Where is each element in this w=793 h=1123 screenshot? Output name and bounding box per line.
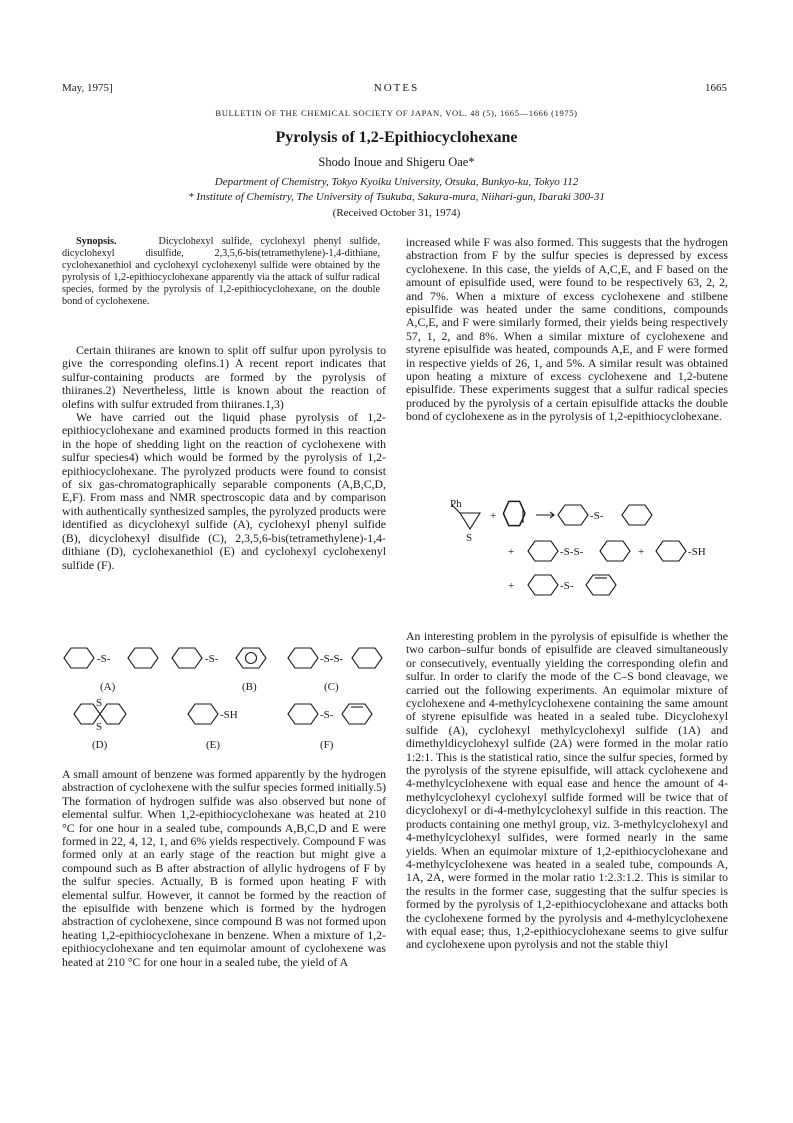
compound-label-a: (A) bbox=[100, 681, 116, 693]
received-date: (Received October 31, 1974) bbox=[332, 207, 461, 219]
dithiane-ring-right bbox=[100, 704, 126, 724]
cyclohexane-ring bbox=[64, 648, 94, 668]
cyclohexane-ring bbox=[188, 704, 218, 724]
sulfur-atom-label: S bbox=[96, 721, 103, 733]
cyclohexane-ring bbox=[528, 541, 558, 561]
compound-label-f: (F) bbox=[320, 739, 334, 751]
author-list: Shodo Inoue and Shigeru Oae* bbox=[318, 155, 475, 169]
cyclohexene-ring bbox=[503, 501, 525, 525]
cyclohexane-ring bbox=[288, 648, 318, 668]
cyclohexane-ring bbox=[128, 648, 158, 668]
paper-title: Pyrolysis of 1,2-Epithiocyclohexane bbox=[275, 129, 518, 146]
paragraph: Certain thiiranes are known to split off sulfur upon pyrolysis to give the corresponding olefins.1) A recent report indicates that sulfur-containing products are formed by the pyrolysis of thiiranes.2) Nevertheless, little is known about the reaction of olefins with sulfur extruded from thiiranes.1,3) bbox=[62, 343, 386, 411]
reaction-scheme-figure bbox=[450, 497, 730, 625]
sulfide-link-b: -S- bbox=[205, 653, 219, 665]
thiol-group-e: -SH bbox=[220, 709, 238, 721]
paragraph: A small amount of benzene was formed apparently by the hydrogen abstraction of cyclohexene with the sulfur species formed initially.5) The formation of hydrogen sulfide was also observed but none of elemental sulfur. When 1,2-epithiocyclohexane was heated at 210 °C for one hour in a sealed tube, compounds A,B,C,D and E were formed in 22, 4, 12, 1, and 6% yields respectively. Compound F was formed only at an early stage of the reaction but might give a compound such as B after abstraction of allylic hydrogens of F by the sulfur species. Actually, B is formed upon heating F with elemental sulfur. However, it cannot be formed by the reaction of the episulfide with benzene which is formed by the hydrogen abstraction of cyclohexene, since compound B was not formed upon heating 1,2-epithiocyclohexane in benzene. When a mixture of 1,2-epithiocyclohexane and ten equimolar amount of cyclohexene was heated at 210 °C for one hour in a sealed tube, the yield of A bbox=[62, 767, 386, 969]
sulfide-link-a: -S- bbox=[97, 653, 111, 665]
plus-sign: + bbox=[508, 580, 515, 592]
cyclohexane-ring bbox=[656, 541, 686, 561]
sulfide-link: -S- bbox=[560, 580, 574, 592]
product-structures-figure bbox=[62, 646, 386, 758]
compound-label-d: (D) bbox=[92, 739, 108, 751]
cyclohexane-ring bbox=[600, 541, 630, 561]
cyclohexane-ring bbox=[622, 505, 652, 525]
compound-label-b: (B) bbox=[242, 681, 257, 693]
disulfide-link-c: -S-S- bbox=[320, 653, 344, 665]
cyclohexane-ring bbox=[528, 575, 558, 595]
cyclohexane-ring bbox=[172, 648, 202, 668]
paragraph: increased while F was also formed. This suggests that the hydrogen abstraction from F by the sulfur species is depressed by excess cyclohexene. In this case, the yields of A,C,E, and F based on the amount of episulfide used, were found to be respectively 63, 2, 2, and 7%. When a mixture of excess cyclohexene and stilbene episulfide was heated under the same conditions, compounds A,C,E, and F were similarly formed, their yields being respectively 57, 1, 2, and 8%. When a similar mixture of cyclohexene and styrene episulfide was heated, compounds A,E, and F were formed in respective yields of 26, 1, and 5%. A similar result was obtained upon heating a mixture of excess cyclohexene and 1,2-butene episulfide. These experiments suggest that a sulfur radical species produced by the pyrolysis of a certain episulfide attacks the double bond of cyclohexene as in the pyrolysis of 1,2-epithiocyclohexane. bbox=[406, 235, 728, 424]
plus-sign: + bbox=[638, 546, 645, 558]
left-column-results bbox=[62, 768, 386, 969]
sulfur-atom-label: S bbox=[96, 697, 103, 709]
disulfide-link: -S-S- bbox=[560, 546, 584, 558]
paragraph: We have carried out the liquid phase pyrolysis of 1,2-epithiocyclohexane and examined products formed in this reaction in the hope of shedding light on the reaction of cyclohexene with sulfur species4) which would be formed by the pyrolysis of 1,2-epithiocyclohexane. The pyrolyzed products were found to consist of six gas-chromatographically separable components (A,B,C,D, E,F). From mass and NMR spectroscopic data and by comparison with authentically synthesized samples, the pyrolyzed products were identified as dicyclohexyl sulfide (A), cyclohexyl phenyl sulfide (B), dicyclohexyl disulfide (C), 2,3,5,6-bis(tetramethylene)-1,4-dithiane (D), cyclohexanethiol (E) and cyclohexyl cyclohexenyl sulfide (F). bbox=[62, 410, 386, 572]
right-column-bottom bbox=[406, 630, 728, 952]
sulfide-link-f: -S- bbox=[320, 709, 334, 721]
plus-sign: + bbox=[508, 546, 515, 558]
sulfur-atom-label: S bbox=[466, 532, 473, 544]
phenyl-label: Ph bbox=[450, 498, 462, 510]
left-column-intro bbox=[62, 344, 386, 572]
page-number: 1665 bbox=[705, 82, 727, 94]
running-header-date: May, 1975] bbox=[62, 82, 113, 94]
synopsis-text: Dicyclohexyl sulfide, cyclohexyl phenyl sulfide, dicyclohexyl disulfide, 2,3,5,6-bis(tetramethylene)-1,4-dithiane, cyclohexanethiol and cyclohexyl cyclohexenyl sulfide were obtained by the pyrolysis of 1,2-epithiocyclohexane apparently via the attack of sulfur radical species, formed by the pyrolysis of 1,2-epithiocyclohexane, on the double bond of cyclohexene. bbox=[62, 236, 381, 307]
cyclohexane-ring bbox=[558, 505, 588, 525]
plus-sign: + bbox=[490, 510, 497, 522]
compound-label-c: (C) bbox=[324, 681, 339, 693]
affiliation-1: Department of Chemistry, Tokyo Kyoiku University, Otsuka, Bunkyo-ku, Tokyo 112 bbox=[214, 176, 579, 188]
paragraph: An interesting problem in the pyrolysis of episulfide is whether the two carbon–sulfur bonds of episulfide are cleaved simultaneously or consecutively, eventually yielding the corresponding olefin and sulfur. In order to clarify the mode of the C–S bond cleavage, we carried out the following experiments. An equimolar mixture of cyclohexene and 4-methylcyclohexene containing the same amount of styrene episulfide was heated in a sealed tube. Dicyclohexyl sulfide (A), cyclohexyl methylcyclohexyl sulfide (1A) and dimethyldicyclohexyl sulfide (2A) were formed in the molar ratio 1:2:1. This is the statistical ratio, since the sulfur species, formed by the pyrolysis of the styrene episulfide, will attack cyclohexene and 4-methylcyclohexene with equal ease and hence the amount of 4-methylcyclohexyl cyclohexyl sulfide formed will be twice that of dicyclohexyl or di-4-methylcyclohexyl sulfide in this reaction. The products containing one methyl group, viz. 3-methylcyclohexyl and 4-methylcyclohexyl sulfides, were formed nearly in the same yields. When an equimolar mixture of 1,2-epithiocyclohexane and 4-methylcyclohexene was heated in a sealed tube, compounds A, 1A, 2A, were formed in the molar ratio 1:2.3:1.2. This is similar to the results in the former case, suggesting that the sulfur species is formed by the pyrolysis of 1,2-epithiocyclohexane and attacks both the cyclohexene formed by the pyrolysis and 4-methylcyclohexene with equal ease; thus, 1,2-epithiocyclohexane seems to give sulfur and cyclohexene upon pyrolysis and not the stable thiyl bbox=[406, 629, 728, 952]
thiol-group: -SH bbox=[688, 546, 706, 558]
aromatic-circle bbox=[246, 653, 257, 664]
cyclohexane-ring bbox=[352, 648, 382, 668]
benzene-ring bbox=[236, 648, 266, 668]
cyclohexane-ring bbox=[288, 704, 318, 724]
episulfide-ring bbox=[460, 513, 480, 529]
right-column-top bbox=[406, 236, 728, 424]
running-header-section: NOTES bbox=[373, 82, 420, 94]
synopsis-label: Synopsis. bbox=[76, 236, 117, 247]
compound-label-e: (E) bbox=[206, 739, 221, 751]
journal-citation: BULLETIN OF THE CHEMICAL SOCIETY OF JAPAN, VOL. 48 (5), 1665—1666 (1975) bbox=[215, 108, 578, 118]
affiliation-2: * Institute of Chemistry, The University of Tsukuba, Sakura-mura, Niihari-gun, Ibaraki 300-31 bbox=[188, 191, 605, 203]
sulfide-link: -S- bbox=[590, 510, 604, 522]
synopsis bbox=[62, 236, 380, 307]
